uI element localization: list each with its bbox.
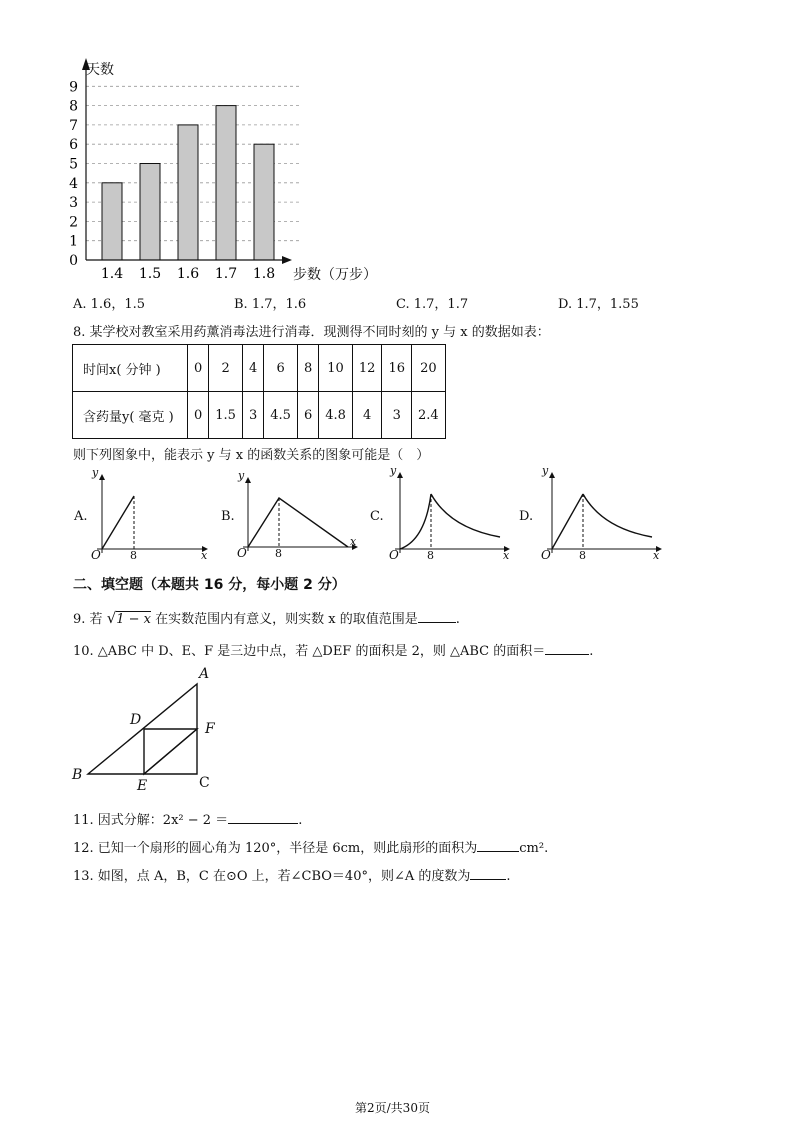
axis-y-label: y [238,469,245,482]
table-cell: 12 [352,345,382,392]
y-tick-label: 1 [69,233,78,250]
table-cell: 3 [242,392,263,439]
axis-x-label: x [653,549,660,562]
point-a-label: A [199,666,210,682]
question-13 [73,865,511,884]
q8-stem: 8. 某学校对教室采用药薰消毒法进行消毒．现测得不同时刻的 y 与 x 的数据如表： [73,325,550,340]
q7-option-d: D. 1.7，1.55 [558,297,639,312]
y-tick-label: 3 [69,195,78,212]
table-cell: 20 [412,345,446,392]
point-c-label: C [199,775,210,791]
q12-text: 12. 已知一个扇形的圆心角为 120°，半径是 6cm，则此扇形的面积为 [73,841,478,856]
point-e-label: E [137,778,148,794]
table-header: 时间x( 分钟 ) [73,345,188,392]
section-heading: 二、填空题（本题共 16 分，每小题 2 分） [73,577,346,593]
q13-text: 13. 如图，点 A，B，C 在⊙O 上，若∠CBO＝40°，则∠A 的度数为 [73,869,471,884]
question-11 [73,809,302,828]
period: . [506,869,511,884]
x-tick-label: 1.8 [252,266,276,282]
answer-blank[interactable] [477,839,519,852]
q7-option-a: A. 1.6，1.5 [73,297,146,312]
q9-post: 在实数范围内有意义，则实数 x 的取值范围是 [155,612,418,627]
y-tick-label: 7 [69,117,78,134]
y-tick-label: 2 [69,214,78,231]
option-d-label: D. [519,509,534,524]
table-header: 含药量y( 毫克 ) [73,392,188,439]
y-tick-label: 5 [69,156,78,173]
question-12 [73,837,548,856]
table-cell: 2 [209,345,243,392]
axis-x-label: x [503,549,510,562]
chart-xlabel: 步数（万步） [293,267,377,283]
period: . [544,841,549,856]
sqrt-sign: √ [106,609,117,627]
tick-8-label: 8 [275,547,282,560]
table-cell: 6 [264,345,298,392]
tick-8-label: 8 [130,549,137,562]
origin-label: O [237,546,247,560]
table-cell: 8 [297,345,318,392]
axis-x-label: x [350,535,357,548]
origin-label: O [389,548,399,562]
y-tick-label: 4 [69,175,78,192]
q7-option-b: B. 1.7，1.6 [234,297,307,312]
period: . [298,813,303,828]
y-tick-label: 8 [69,98,78,115]
x-tick-label: 1.7 [214,266,238,282]
tick-8-label: 8 [427,549,434,562]
q9-pre: 9. 若 [73,612,103,627]
table-cell: 16 [382,345,412,392]
table-cell: 6 [297,392,318,439]
axis-y-label: y [542,464,549,477]
origin-label: O [541,548,551,562]
y-tick-label: 0 [69,253,78,269]
q11-text: 11. 因式分解：2x² − 2 ＝ [73,813,229,828]
table-cell: 3 [382,392,412,439]
option-c-label: C. [370,509,384,524]
table-cell: 4.8 [319,392,353,439]
q10-text: 10. △ABC 中 D、E、F 是三边中点，若 △DEF 的面积是 2，则 △ABC 的面积＝ [73,644,546,659]
table-cell: 4.5 [264,392,298,439]
table-cell: 0 [188,392,209,439]
axis-y-label: y [92,466,99,479]
table-cell: 10 [319,345,353,392]
point-b-label: B [72,767,83,783]
option-a-label: A. [74,509,88,524]
axis-x-label: x [201,549,208,562]
y-tick-label: 6 [69,137,78,154]
table-cell: 0 [188,345,209,392]
q12-unit: cm² [519,841,545,856]
period: . [589,644,594,659]
q7-option-c: C. 1.7，1.7 [396,297,469,312]
point-f-label: F [205,721,215,737]
x-tick-label: 1.5 [138,266,162,282]
answer-blank[interactable] [228,811,298,824]
x-tick-label: 1.4 [100,266,124,282]
option-b-label: B. [221,509,235,524]
chart-ylabel: 天数 [86,62,114,78]
q9-radical: 1 − x [116,612,152,627]
origin-label: O [91,548,101,562]
q8-question: 则下列图象中，能表示 y 与 x 的函数关系的图象可能是（ ） [73,448,430,463]
tick-8-label: 8 [579,549,586,562]
page-footer: 第2页/共30页 [355,1101,430,1115]
period: . [455,612,460,627]
table-cell: 1.5 [209,392,243,439]
table-cell: 2.4 [412,392,446,439]
table-cell: 4 [352,392,382,439]
answer-blank[interactable] [470,867,506,880]
axis-y-label: y [390,464,397,477]
table-cell: 4 [242,345,263,392]
point-d-label: D [130,712,142,728]
y-tick-label: 9 [69,79,78,96]
x-tick-label: 1.6 [176,266,200,282]
